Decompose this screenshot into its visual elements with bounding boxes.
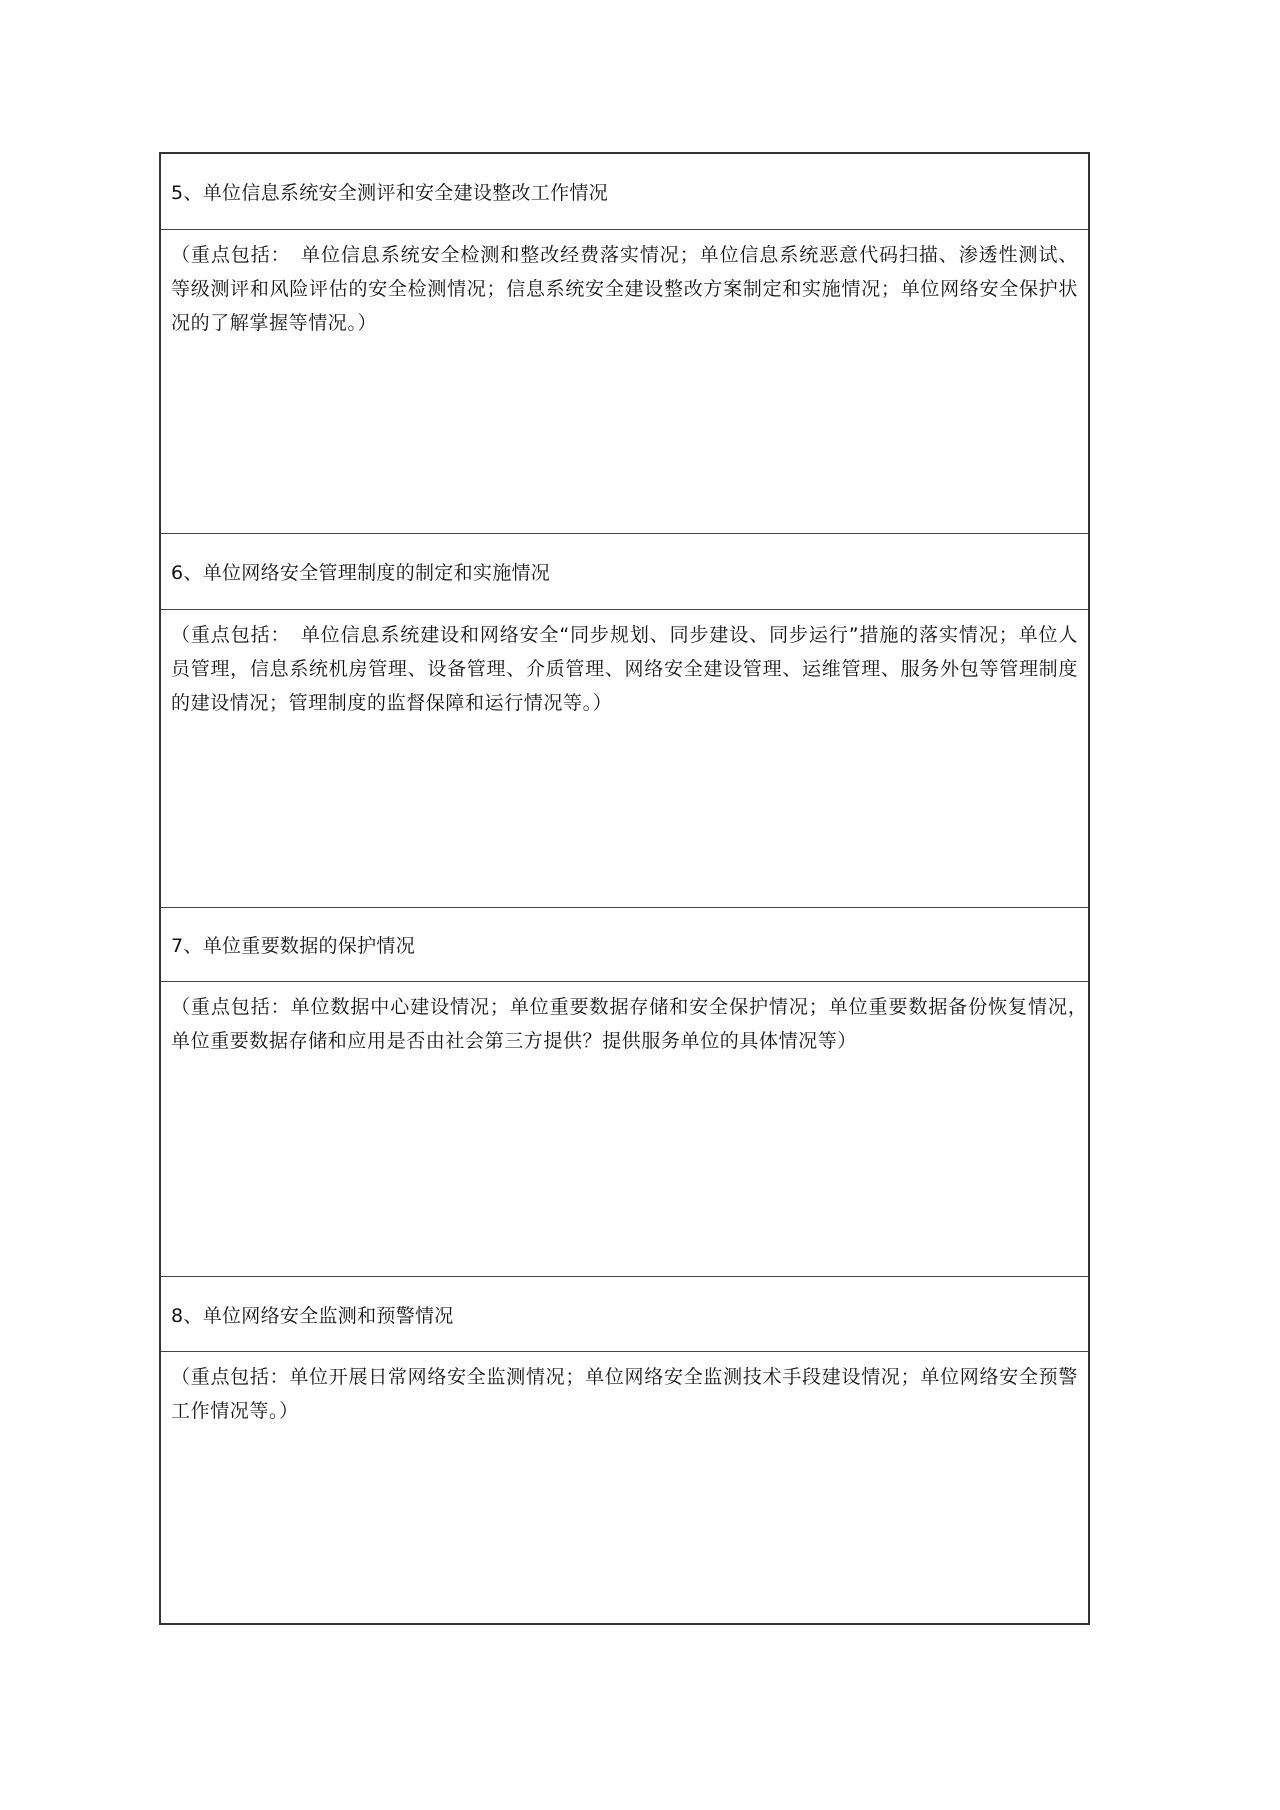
section-7-guidance-text: （重点包括：单位数据中心建设情况；单位重要数据存储和安全保护情况；单位重要数据备份恢复情况， 单位重要数据存储和应用是否由社会第三方提供？提供服务单位的具体情况等） xyxy=(171,996,1098,1052)
section-7-title-row xyxy=(161,908,1088,982)
section-8-guidance-text: （重点包括：单位开展日常网络安全监测情况；单位网络安全监测技术手段建设情况；单位网络安全预警工作情况等。） xyxy=(171,1366,1078,1422)
section-5-title-row xyxy=(161,154,1088,230)
inspection-form-table xyxy=(159,152,1098,1625)
section-8-title-row xyxy=(161,1277,1088,1352)
section-7-body-cell[interactable] xyxy=(161,982,1098,1277)
section-8-body-cell[interactable] xyxy=(161,1352,1088,1623)
section-6-title-row xyxy=(161,534,1088,610)
section-7-title: 7、单位重要数据的保护情况 xyxy=(171,935,415,957)
section-6-guidance-text: （重点包括： 单位信息系统建设和网络安全“同步规划、同步建设、同步运行”措施的落实情况；单位人员管理，信息系统机房管理、设备管理、介质管理、网络安全建设管理、运维管理、服务外包等管理制度的建设情况；管理制度的监督保障和运行情况等。） xyxy=(171,624,1078,714)
section-6-title: 6、单位网络安全管理制度的制定和实施情况 xyxy=(171,562,551,584)
section-5-title: 5、单位信息系统安全测评和安全建设整改工作情况 xyxy=(171,182,608,204)
section-8-title: 8、单位网络安全监测和预警情况 xyxy=(171,1304,454,1327)
section-5-guidance-text: （重点包括： 单位信息系统安全检测和整改经费落实情况；单位信息系统恶意代码扫描、渗透性测试、等级测评和风险评估的安全检测情况；信息系统安全建设整改方案制定和实施情况；单位网络安全保护状况的了解掌握等情况。） xyxy=(171,244,1078,334)
section-6-body-cell[interactable] xyxy=(161,610,1088,908)
section-5-body-cell[interactable] xyxy=(161,230,1088,534)
